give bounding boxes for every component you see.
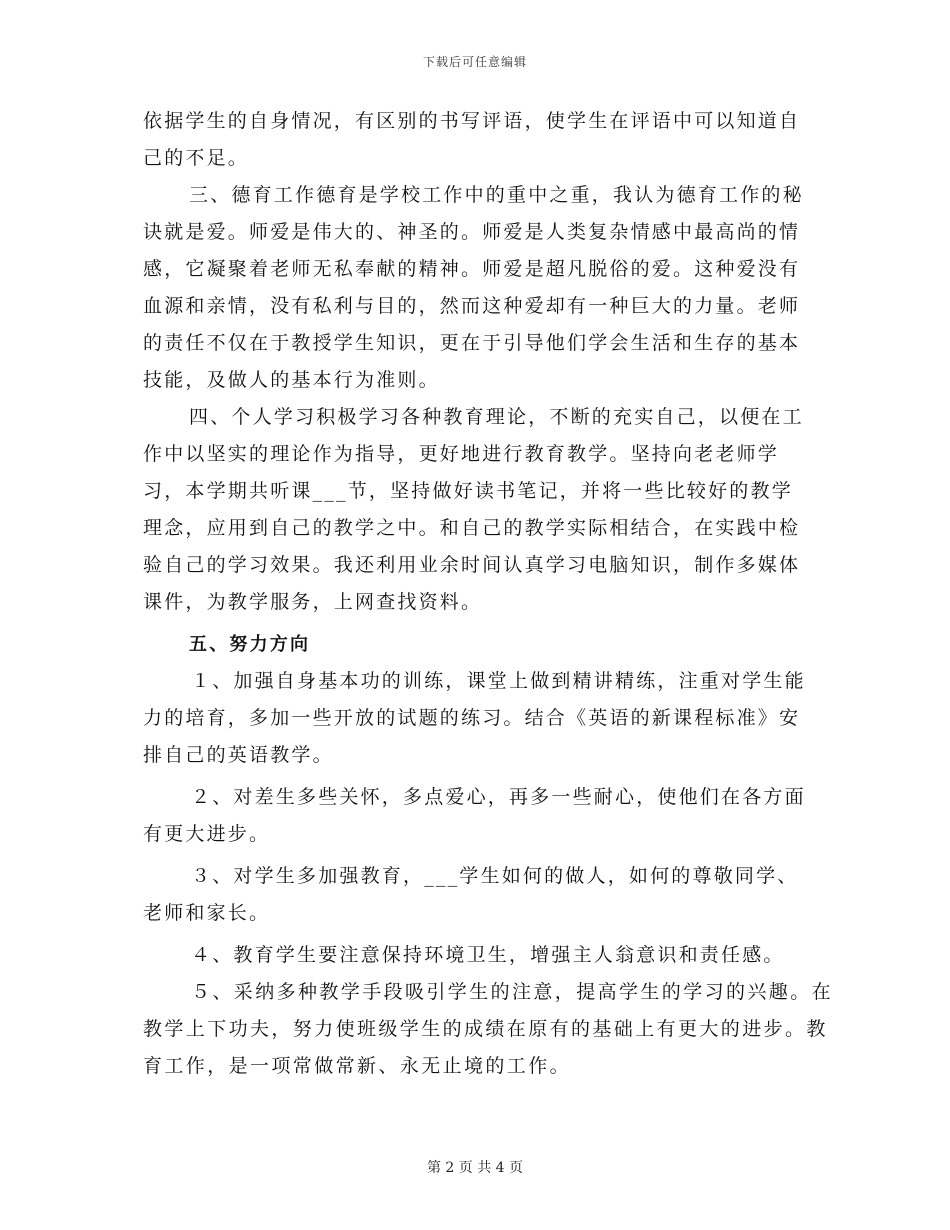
list-item-3: ３、对学生多加强教育，___学生如何的做人，如何的尊敬同学、老师和家长。: [143, 865, 799, 924]
section-heading-direction: 五、努力方向: [189, 634, 311, 655]
document-body: [143, 103, 834, 1085]
list-item-1: １、加强自身基本功的训练，课堂上做到精讲精练，注重对学生能力的培育，多加一些开放的试题的练习。结合《英语的新课程标准》安排自己的英语教学。: [143, 670, 806, 766]
paragraph-moral-education: 三、德育工作德育是学校工作中的重中之重，我认为德育工作的秘诀就是爱。师爱是伟大的、神圣的。师爱是人类复杂情感中最高尚的情感，它凝聚着老师无私奉献的精神。师爱是超凡脱俗的爱。这种爱没有血源和亲情，没有私利与目的，然而这种爱却有一种巨大的力量。老师的责任不仅在于教授学生知识，更在于引导他们学会生活和生存的基本技能，及做人的基本行为准则。: [143, 184, 804, 391]
paragraph-personal-study: 四、个人学习积极学习各种教育理论，不断的充实自己，以便在工作中以坚实的理论作为指导，更好地进行教育教学。坚持向老老师学习，本学期共听课___节，坚持做好读书笔记，并将一些比较好的教学理念，应用到自己的教学之中。和自己的教学实际相结合，在实践中检验自己的学习效果。我还利用业余时间认真学习电脑知识，制作多媒体课件，为教学服务，上网查找资料。: [143, 406, 804, 613]
list-item-5: ５、采纳多种教学手段吸引学生的注意，提高学生的学习的兴趣。在教学上下功夫，努力使班级学生的成绩在原有的基础上有更大的进步。教育工作，是一项常做常新、永无止境的工作。: [143, 981, 834, 1077]
page-number: 第 2 页 共 4 页: [426, 1160, 524, 1176]
list-item-2: ２、对差生多些关怀，多点爱心，再多一些耐心，使他们在各方面有更大进步。: [143, 786, 806, 845]
paragraph-evaluation: 依据学生的自身情况，有区别的书写评语，使学生在评语中可以知道自己的不足。: [143, 110, 801, 169]
page-header: 下载后可任意编辑: [422, 55, 527, 69]
list-item-4: ４、教育学生要注意保持环境卫生，增强主人翁意识和责任感。: [191, 944, 785, 966]
